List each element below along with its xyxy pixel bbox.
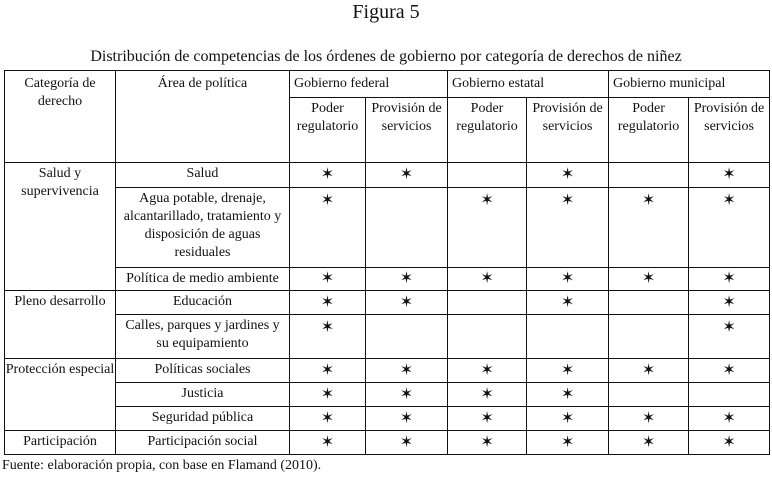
mark-cell <box>448 407 527 431</box>
mark-cell <box>448 383 527 407</box>
mark-cell <box>689 407 770 431</box>
category-cell: Protección especial <box>5 359 116 431</box>
header-state-regulatory: Poder regulatorio <box>448 98 527 163</box>
table-row <box>5 188 770 268</box>
mark-cell <box>527 163 609 188</box>
star-icon: ✶ <box>641 361 656 379</box>
header-municipal-regulatory: Poder regulatorio <box>609 98 689 163</box>
mark-cell <box>448 359 527 383</box>
star-icon: ✶ <box>320 433 335 451</box>
mark-cell <box>366 315 448 359</box>
mark-cell <box>290 291 366 315</box>
star-icon: ✶ <box>320 361 335 379</box>
category-cell: Participación <box>5 431 116 455</box>
header-state: Gobierno estatal <box>448 71 609 98</box>
mark-cell <box>527 359 609 383</box>
table-row <box>5 163 770 188</box>
star-icon: ✶ <box>722 192 736 209</box>
mark-cell <box>527 188 609 268</box>
star-icon: ✶ <box>722 293 736 311</box>
mark-cell <box>609 268 689 291</box>
area-cell: Políticas sociales <box>116 359 290 383</box>
star-icon: ✶ <box>320 319 335 336</box>
star-icon: ✶ <box>641 270 656 287</box>
mark-cell <box>609 291 689 315</box>
mark-cell <box>448 268 527 291</box>
mark-cell <box>527 315 609 359</box>
star-icon: ✶ <box>480 270 494 287</box>
star-icon: ✶ <box>722 409 736 427</box>
mark-cell <box>527 383 609 407</box>
table-row <box>5 431 770 455</box>
star-icon: ✶ <box>399 361 414 379</box>
mark-cell <box>448 431 527 455</box>
header-category: Categoría de derecho <box>5 71 116 163</box>
header-area: Área de política <box>116 71 290 163</box>
mark-cell <box>290 431 366 455</box>
star-icon: ✶ <box>641 409 656 427</box>
mark-cell <box>290 383 366 407</box>
mark-cell <box>527 407 609 431</box>
mark-cell <box>448 291 527 315</box>
table-row <box>5 268 770 291</box>
header-federal-regulatory: Poder regulatorio <box>290 98 366 163</box>
table-title: Distribución de competencias de los órdenes de gobierno por categoría de derechos de niñez <box>90 48 682 65</box>
mark-cell <box>609 359 689 383</box>
star-icon: ✶ <box>320 192 335 209</box>
mark-cell <box>609 431 689 455</box>
area-cell: Seguridad pública <box>116 407 290 431</box>
star-icon: ✶ <box>560 293 575 311</box>
area-cell: Política de medio ambiente <box>116 268 290 291</box>
star-icon: ✶ <box>722 166 736 183</box>
star-icon: ✶ <box>480 433 494 451</box>
mark-cell <box>366 359 448 383</box>
star-icon: ✶ <box>480 192 494 209</box>
star-icon: ✶ <box>399 409 414 427</box>
mark-cell <box>290 315 366 359</box>
header-municipal: Gobierno municipal <box>609 71 770 98</box>
area-cell: Salud <box>116 163 290 188</box>
table-row <box>5 315 770 359</box>
header-federal-services: Provisión de servicios <box>366 98 448 163</box>
category-cell: Salud y supervivencia <box>5 163 116 291</box>
star-icon: ✶ <box>641 192 656 209</box>
mark-cell <box>366 291 448 315</box>
mark-cell <box>527 291 609 315</box>
star-icon: ✶ <box>320 409 335 427</box>
mark-cell <box>290 163 366 188</box>
competencies-table <box>4 70 770 455</box>
area-cell: Participación social <box>116 431 290 455</box>
mark-cell <box>609 407 689 431</box>
mark-cell <box>689 431 770 455</box>
header-federal: Gobierno federal <box>290 71 448 98</box>
star-icon: ✶ <box>560 270 575 287</box>
header-municipal-services: Provisión de servicios <box>689 98 770 163</box>
star-icon: ✶ <box>399 433 414 451</box>
mark-cell <box>689 188 770 268</box>
star-icon: ✶ <box>399 166 414 183</box>
table-row <box>5 383 770 407</box>
area-cell: Agua potable, drenaje, alcantarillado, tratamiento y disposición de aguas residuales <box>116 188 290 268</box>
mark-cell <box>527 268 609 291</box>
mark-cell <box>609 163 689 188</box>
star-icon: ✶ <box>560 409 575 427</box>
star-icon: ✶ <box>722 319 736 336</box>
figure-label: Figura 5 <box>352 1 420 23</box>
table-row <box>5 359 770 383</box>
mark-cell <box>689 383 770 407</box>
mark-cell <box>527 431 609 455</box>
star-icon: ✶ <box>560 361 575 379</box>
mark-cell <box>689 359 770 383</box>
area-cell: Educación <box>116 291 290 315</box>
header-state-services: Provisión de servicios <box>527 98 609 163</box>
mark-cell <box>366 407 448 431</box>
star-icon: ✶ <box>480 409 494 427</box>
category-cell: Pleno desarrollo <box>5 291 116 359</box>
mark-cell <box>448 188 527 268</box>
table-row <box>5 291 770 315</box>
mark-cell <box>689 291 770 315</box>
star-icon: ✶ <box>320 385 335 403</box>
table-row <box>5 407 770 431</box>
mark-cell <box>609 188 689 268</box>
mark-cell <box>448 163 527 188</box>
star-icon: ✶ <box>560 166 575 183</box>
star-icon: ✶ <box>320 270 335 287</box>
star-icon: ✶ <box>722 361 736 379</box>
mark-cell <box>366 383 448 407</box>
mark-cell <box>609 383 689 407</box>
mark-cell <box>290 188 366 268</box>
mark-cell <box>290 268 366 291</box>
star-icon: ✶ <box>641 433 656 451</box>
star-icon: ✶ <box>560 192 575 209</box>
mark-cell <box>689 163 770 188</box>
mark-cell <box>290 359 366 383</box>
mark-cell <box>290 407 366 431</box>
mark-cell <box>689 315 770 359</box>
mark-cell <box>366 163 448 188</box>
mark-cell <box>689 268 770 291</box>
star-icon: ✶ <box>560 433 575 451</box>
star-icon: ✶ <box>480 361 494 379</box>
star-icon: ✶ <box>399 270 414 287</box>
mark-cell <box>448 315 527 359</box>
star-icon: ✶ <box>722 433 736 451</box>
star-icon: ✶ <box>320 166 335 183</box>
area-cell: Justicia <box>116 383 290 407</box>
star-icon: ✶ <box>320 293 335 311</box>
mark-cell <box>366 431 448 455</box>
mark-cell <box>609 315 689 359</box>
star-icon: ✶ <box>399 385 414 403</box>
star-icon: ✶ <box>399 293 414 311</box>
star-icon: ✶ <box>480 385 494 403</box>
star-icon: ✶ <box>722 270 736 287</box>
source-note: Fuente: elaboración propia, con base en Flamand (2010). <box>2 458 322 473</box>
star-icon: ✶ <box>560 385 575 403</box>
mark-cell <box>366 188 448 268</box>
mark-cell <box>366 268 448 291</box>
area-cell: Calles, parques y jardines y su equipamiento <box>116 315 290 359</box>
